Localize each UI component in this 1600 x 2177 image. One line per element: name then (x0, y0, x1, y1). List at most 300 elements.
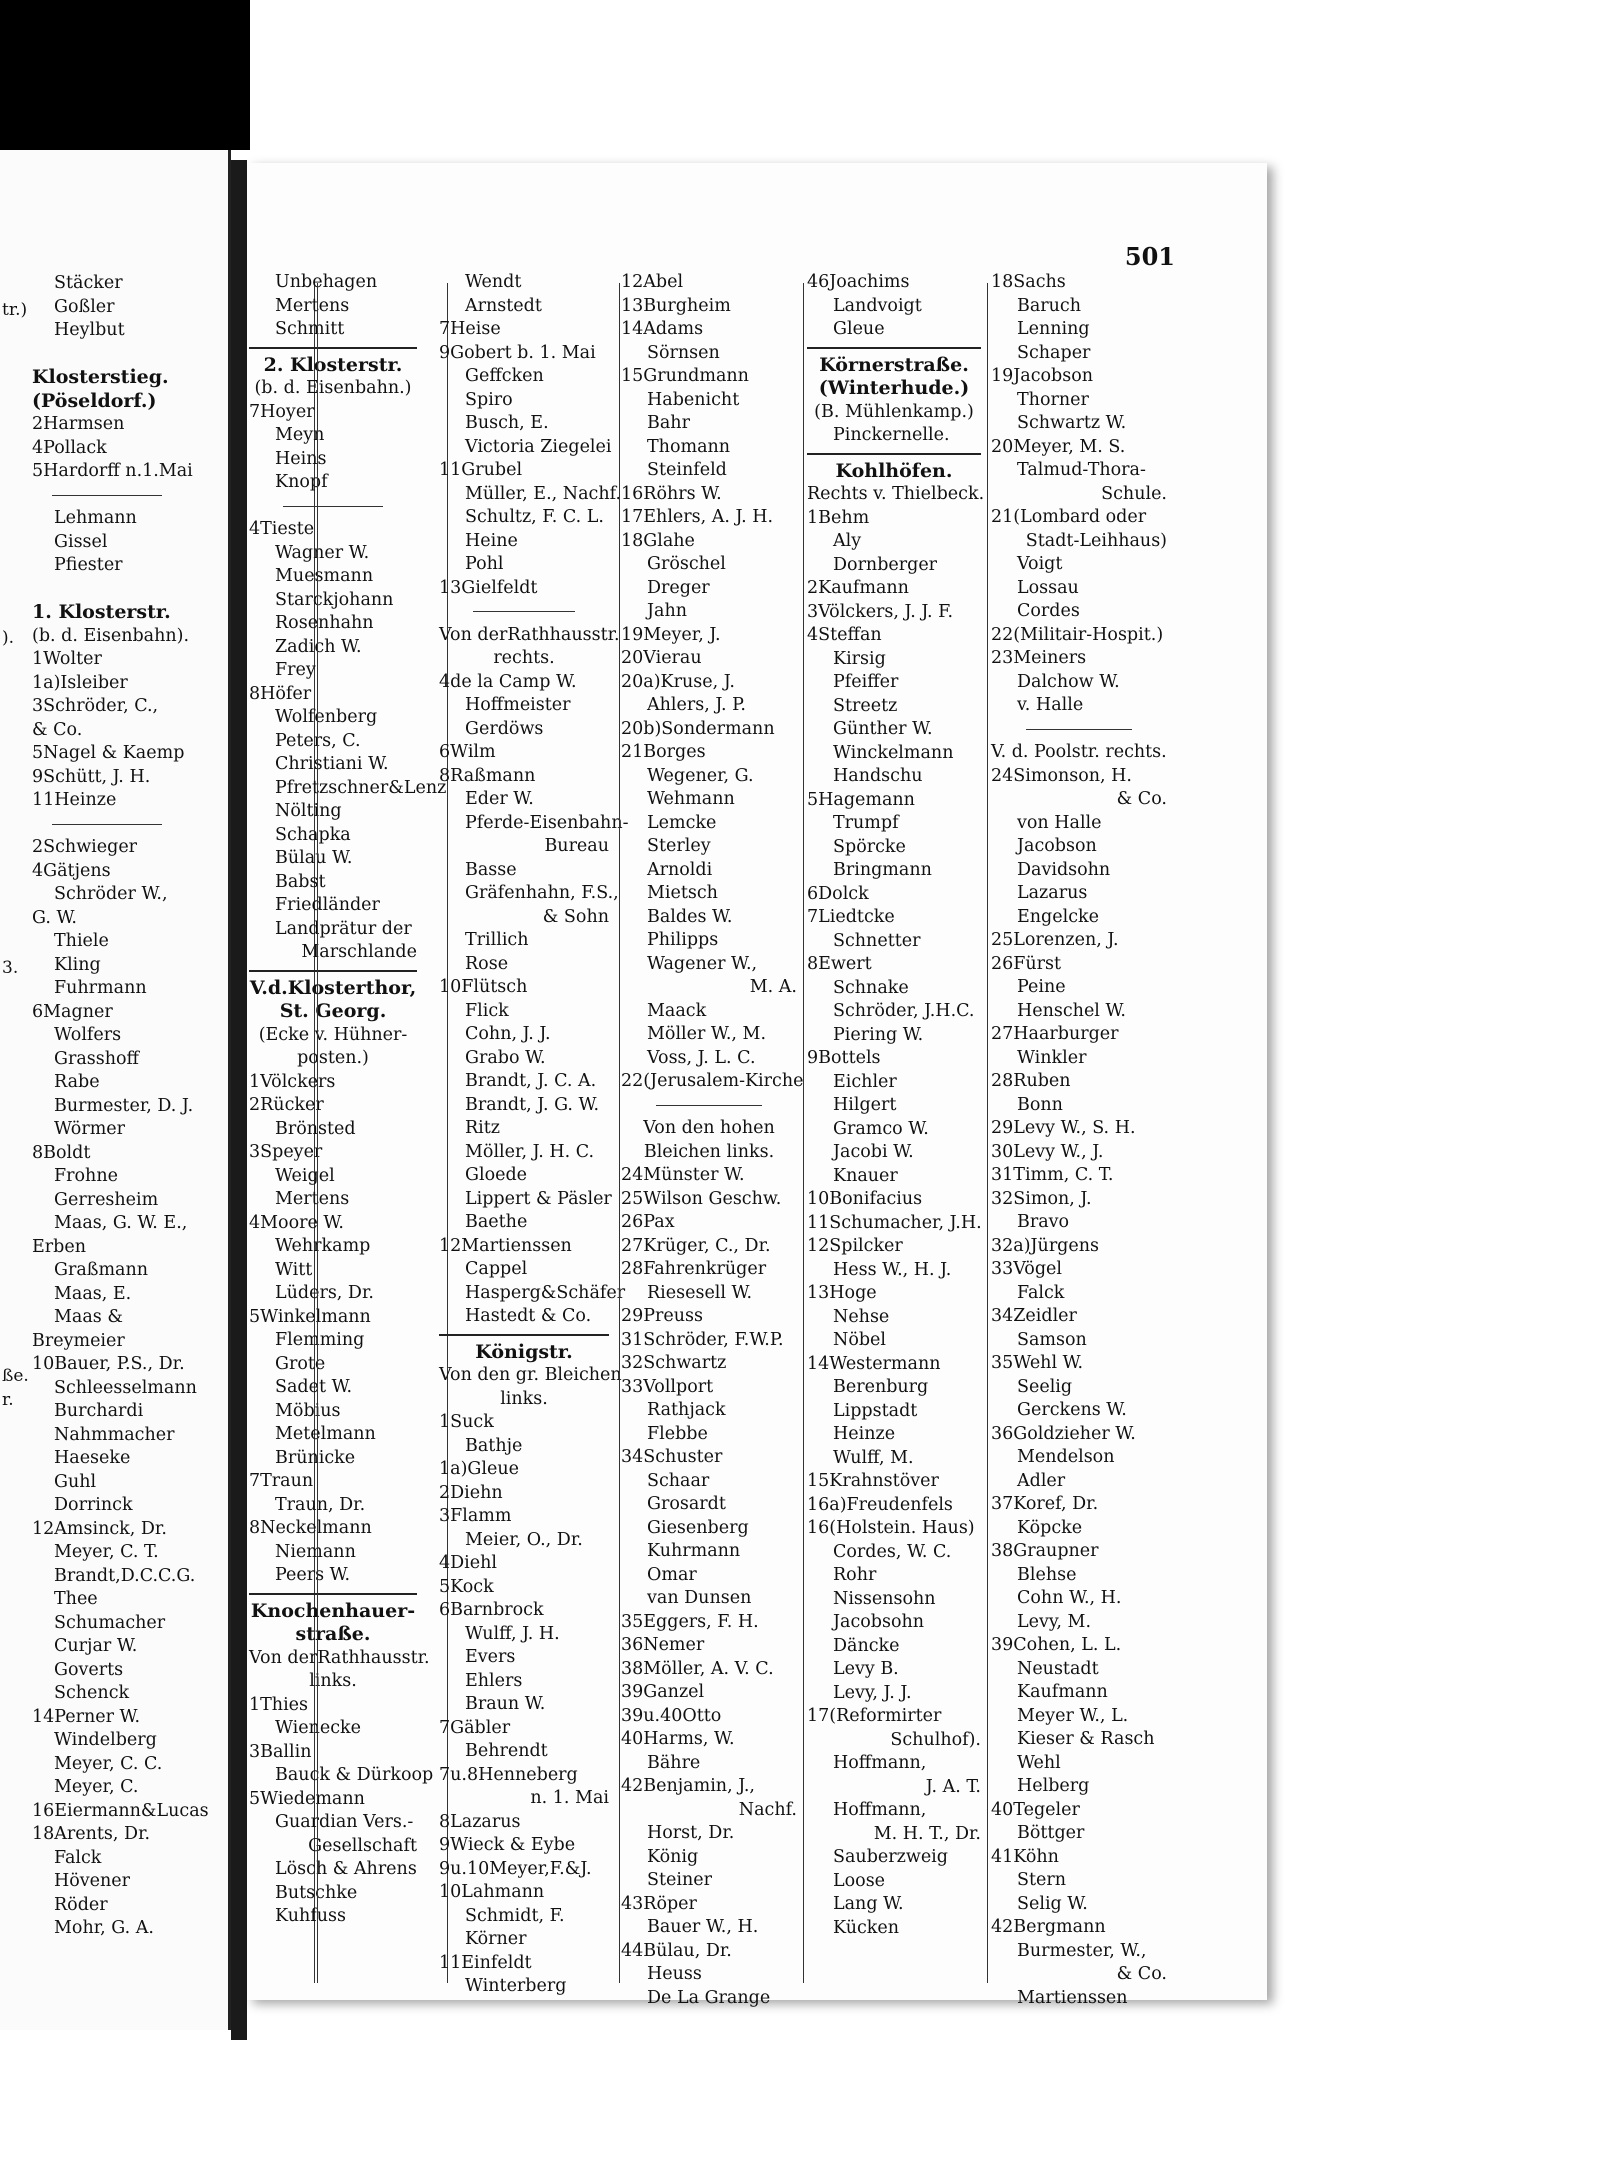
directory-entry: Baruch (1017, 295, 1082, 316)
directory-entry: Hövener (54, 1871, 131, 1891)
directory-entry: Sadet W. (275, 1377, 353, 1397)
directory-entry: 27Krüger, C., Dr. (621, 1235, 771, 1256)
directory-entry: 2Harmsen (32, 414, 125, 434)
directory-entry: Cohn W., H. (1017, 1588, 1122, 1608)
directory-entry: 28Ruben (991, 1071, 1071, 1091)
directory-entry: Maas, G. W. E., (54, 1213, 188, 1233)
street-divider (249, 342, 417, 354)
directory-entry: 16Röhrs W. (621, 483, 722, 504)
directory-entry: 40Tegeler (991, 1799, 1080, 1820)
directory-entry: Schapka (275, 824, 351, 845)
street-heading: Körnerstraße. (819, 353, 969, 376)
directory-entry: Heinze (833, 1424, 896, 1444)
directory-entry: Omar (647, 1564, 697, 1585)
directory-entry: Weigel (275, 1165, 335, 1186)
directory-entry: Günther W. (833, 719, 933, 739)
directory-entry: 12Amsinck, Dr. (32, 1518, 167, 1539)
street-subheading: posten.) (297, 1048, 369, 1068)
directory-entry: Cordes (1017, 601, 1080, 621)
right-page (247, 163, 1267, 2008)
directory-entry: 18Arents, Dr. (32, 1824, 151, 1844)
directory-entry: 14Adams (621, 319, 704, 339)
directory-entry: Wolfers (54, 1025, 122, 1045)
directory-entry: Hasperg&Schäfer (465, 1282, 626, 1303)
directory-entry: Kücken (833, 1917, 899, 1938)
directory-entry: Bravo (1017, 1212, 1070, 1232)
directory-entry: 4Tieste (249, 519, 315, 539)
directory-entry: Gramco W. (833, 1118, 929, 1139)
directory-entry: 8Raßmann (439, 765, 536, 786)
street-divider (32, 343, 209, 367)
page-number: 501 (1124, 242, 1175, 271)
directory-entry: Falck (1017, 1282, 1065, 1303)
directory-entry: Brünicke (275, 1447, 356, 1468)
directory-entry: Gerdöws (465, 718, 544, 739)
directory-entry: Heins (275, 448, 327, 469)
directory-entry: Ahlers, J. P. (647, 695, 746, 715)
directory-entry: Loose (833, 1870, 886, 1891)
street-subheading: links. (500, 1388, 548, 1409)
directory-entry: Basse (465, 859, 517, 880)
directory-entry: Seelig (1017, 1376, 1073, 1397)
directory-entry: Neustadt (1017, 1658, 1099, 1679)
directory-entry: Cappel (465, 1259, 528, 1279)
directory-entry: Schmidt, F. (465, 1905, 565, 1926)
section-divider (991, 718, 1167, 742)
directory-entry: Frey (275, 660, 316, 680)
directory-entry: 5Wiedemann (249, 1788, 365, 1809)
directory-entry: 11Schumacher, J.H. (807, 1212, 982, 1233)
directory-entry: 26Fürst (991, 953, 1062, 974)
directory-entry: Möller, J. H. C. (465, 1141, 595, 1162)
directory-entry: 3Schröder, C., (32, 696, 159, 716)
directory-entry: 12Spilcker (807, 1236, 903, 1256)
column-rule (619, 283, 620, 1983)
directory-entry: 8Höfer (249, 683, 312, 704)
entry-continuation: J. A. T. (925, 1776, 981, 1797)
directory-entry: 14Westermann (807, 1353, 941, 1374)
directory-entry: Dorrinck (54, 1495, 133, 1515)
directory-entry: 6Dolck (807, 883, 869, 904)
directory-entry: Bauer W., H. (647, 1917, 759, 1937)
directory-entry: Stern (1017, 1870, 1067, 1890)
directory-entry: Gleue (833, 319, 885, 339)
directory-entry: Rechts v. Thielbeck. (807, 484, 985, 504)
left-margin-fragment: ße. (2, 1366, 29, 1386)
directory-entry: Horst, Dr. (647, 1823, 735, 1843)
directory-entry: 32a)Jürgens (991, 1235, 1099, 1256)
left-margin-fragment: r. (2, 1390, 14, 1410)
directory-entry: Voss, J. L. C. (647, 1047, 756, 1068)
directory-entry: Flemming (275, 1330, 365, 1350)
directory-entry: Pfiester (54, 555, 123, 575)
directory-entry: 7Traun (249, 1471, 314, 1491)
directory-entry: Schaper (1017, 342, 1091, 363)
directory-entry: 26Pax (621, 1212, 675, 1232)
directory-entry: 1Wolter (32, 649, 102, 669)
directory-entry: 9Schütt, J. H. (32, 766, 151, 787)
directory-entry: 39u.40Otto (621, 1705, 722, 1726)
directory-entry: 3Speyer (249, 1142, 323, 1162)
directory-entry: Wehl (1017, 1752, 1061, 1773)
directory-entry: Nahmmacher (54, 1424, 175, 1445)
directory-entry: Hess W., H. J. (833, 1259, 952, 1280)
directory-entry: Falck (54, 1847, 102, 1868)
directory-entry: Sauberzweig (833, 1847, 948, 1867)
directory-entry: 8Lazarus (439, 1811, 521, 1832)
directory-entry: Möller W., M. (647, 1024, 767, 1044)
directory-entry: Gröschel (647, 554, 726, 574)
directory-entry: Levy, J. J. (833, 1682, 912, 1703)
street-heading: (Winterhude.) (818, 377, 970, 399)
directory-entry: 33Vollport (621, 1376, 714, 1397)
directory-entry: Lemcke (647, 812, 717, 833)
entry-continuation: Gesellschaft (308, 1835, 417, 1856)
street-subheading: (b. d. Eisenbahn.) (254, 378, 412, 398)
entry-continuation: n. 1. Mai (530, 1788, 609, 1808)
directory-entry: 1Völckers (249, 1071, 336, 1092)
directory-entry: Lang W. (833, 1894, 904, 1914)
directory-entry: 5Nagel & Kaemp (32, 743, 185, 763)
directory-entry: Gloede (465, 1165, 528, 1185)
directory-entry: Winkler (1017, 1047, 1087, 1068)
directory-entry: Fuhrmann (54, 978, 147, 998)
street-subheading: rechts. (493, 648, 555, 668)
directory-entry: Knauer (833, 1165, 898, 1186)
directory-entry: Davidsohn (1017, 859, 1111, 880)
left-page-column (32, 272, 209, 1941)
directory-entry: 32Schwartz (621, 1353, 727, 1373)
directory-entry: Aly (833, 531, 862, 551)
directory-entry: Wendt (465, 272, 522, 292)
entry-continuation: & Sohn (542, 906, 609, 927)
directory-entry: Jacobsohn (833, 1612, 925, 1632)
directory-entry: Brandt, J. G. W. (465, 1094, 600, 1115)
directory-entry: Nissensohn (833, 1588, 936, 1609)
directory-entry: Ehlers (465, 1670, 523, 1691)
directory-entry: 11Grubel (439, 460, 523, 480)
directory-entry: Dreger (647, 577, 710, 598)
directory-entry: Von derRathhausstr. (439, 624, 620, 645)
directory-entry: Spiro (465, 389, 513, 410)
directory-entry: 46Joachims (807, 272, 910, 292)
directory-entry: 3Ballin (249, 1741, 312, 1762)
directory-entry: Schröder, J.H.C. (833, 1001, 975, 1021)
directory-entry: Steinfeld (647, 460, 727, 480)
street-subheading: Von derRathhausstr. (249, 1647, 430, 1668)
directory-entry: Schwartz W. (1017, 413, 1127, 433)
directory-entry: 17Ehlers, A. J. H. (621, 507, 774, 527)
directory-entry: 29Levy W., S. H. (991, 1118, 1136, 1138)
directory-entry: Nöbel (833, 1330, 887, 1350)
directory-entry: Streetz (833, 695, 898, 716)
directory-entry: 36Nemer (621, 1635, 705, 1655)
directory-entry: Schnetter (833, 930, 921, 951)
directory-entry: 24Simonson, H. (991, 765, 1132, 786)
directory-entry: Meyer, C. T. (54, 1542, 159, 1562)
section-divider (621, 1094, 797, 1118)
directory-entry: Busch, E. (465, 413, 549, 433)
directory-entry: 6Magner (32, 1001, 113, 1022)
column-1 (249, 271, 447, 1929)
column-rule (987, 283, 988, 1983)
directory-entry: Gerresheim (54, 1189, 159, 1210)
directory-entry: 39Cohen, L. L. (991, 1635, 1122, 1655)
directory-entry: 3Flamm (439, 1506, 512, 1526)
directory-entry: van Dunsen (647, 1588, 752, 1608)
directory-entry: 10Bauer, P.S., Dr. (32, 1354, 185, 1374)
directory-entry: Habenicht (647, 389, 740, 410)
directory-entry: 11Einfeldt (439, 1952, 532, 1973)
directory-entry: Meyer, C. C. (54, 1753, 163, 1774)
directory-entry: 1a)Gleue (439, 1459, 519, 1479)
street-divider (439, 1329, 609, 1341)
directory-entry: Kaufmann (1017, 1682, 1108, 1702)
directory-entry: Wehrkamp (275, 1236, 371, 1256)
directory-entry: 5Hagemann (807, 789, 915, 810)
directory-entry: Frohne (54, 1166, 118, 1186)
directory-entry: 27Haarburger (991, 1024, 1119, 1044)
directory-entry: Behrendt (465, 1741, 548, 1761)
directory-entry: Cordes, W. C. (833, 1541, 952, 1562)
column-4 (807, 271, 985, 1940)
directory-entry: 41Köhn (991, 1846, 1059, 1867)
directory-entry: Meyer W., L. (1017, 1705, 1129, 1726)
directory-entry: Körner (465, 1929, 527, 1949)
directory-entry: Grasshoff (54, 1048, 139, 1069)
section-divider (32, 484, 209, 508)
directory-entry: Schmitt (275, 319, 345, 339)
directory-entry: Handschu (833, 766, 923, 786)
directory-entry: Levy, M. (1017, 1611, 1092, 1632)
directory-entry: Kling (54, 954, 101, 975)
directory-entry: 13Gielfeldt (439, 577, 538, 598)
directory-entry: Voigt (1017, 554, 1063, 574)
directory-entry: Lippert & Päsler (465, 1188, 612, 1209)
directory-entry: Traun, Dr. (275, 1494, 366, 1515)
directory-entry: Pfeiffer (833, 672, 899, 692)
directory-entry: Brönsted (275, 1118, 356, 1139)
directory-entry: Jacobson (1017, 836, 1097, 856)
directory-entry: 31Schröder, F.W.P. (621, 1329, 784, 1350)
directory-entry: 1Suck (439, 1412, 494, 1432)
directory-entry: 1Behm (807, 507, 870, 528)
directory-entry: 1a)Isleiber (32, 672, 128, 693)
directory-entry: (b. d. Eisenbahn). (32, 625, 190, 646)
directory-entry: Witt (275, 1259, 313, 1280)
street-subheading: Von den gr. Bleichen (439, 1365, 622, 1385)
directory-entry: 10Lahmann (439, 1882, 545, 1902)
directory-entry: Lehmann (54, 508, 137, 528)
directory-entry: 10Bonifacius (807, 1189, 923, 1209)
directory-entry: 24Münster W. (621, 1165, 745, 1185)
directory-entry: Däncke (833, 1635, 900, 1656)
directory-entry: Bathje (465, 1435, 523, 1456)
column-rule (317, 283, 318, 1983)
directory-entry: Mietsch (647, 883, 718, 903)
directory-entry: 4Gätjens (32, 860, 111, 881)
directory-entry: Babst (275, 871, 326, 892)
directory-entry: Heuss (647, 1964, 702, 1984)
column-rule (803, 283, 804, 1983)
directory-entry: Knopf (275, 472, 328, 492)
entry-continuation: M. A. (749, 977, 797, 997)
directory-entry: Maas, E. (54, 1283, 132, 1304)
directory-entry: Pferde-Eisenbahn- (465, 812, 629, 833)
directory-entry: Windelberg (54, 1730, 157, 1750)
directory-entry: Gerckens W. (1017, 1400, 1127, 1420)
entry-continuation: & Co. (1116, 789, 1167, 809)
directory-entry: 2Kaufmann (807, 578, 909, 598)
directory-entry: 18Sachs (991, 272, 1066, 292)
directory-entry: Böttger (1017, 1823, 1085, 1843)
directory-entry: Wegener, G. (647, 765, 754, 786)
directory-entry: Schultz, F. C. L. (465, 507, 604, 527)
directory-entry: 23Meiners (991, 648, 1087, 668)
directory-entry: Riesesell W. (647, 1282, 753, 1303)
directory-entry: Lippstadt (833, 1400, 918, 1421)
column-5 (991, 271, 1167, 2010)
directory-entry: 20Vierau (621, 648, 702, 668)
directory-entry: Gräfenhahn, F.S., (465, 883, 619, 903)
directory-entry: Wolfenberg (275, 707, 378, 727)
street-heading: 1. Klosterstr. (32, 601, 171, 623)
directory-entry: Curjar W. (54, 1636, 138, 1656)
directory-entry: 2Rücker (249, 1095, 324, 1115)
directory-entry: G. W. (32, 907, 77, 928)
directory-entry: V. d. Poolstr. rechts. (991, 742, 1167, 762)
directory-entry: 4Diehl (439, 1553, 497, 1573)
entry-continuation: Bureau (544, 836, 609, 856)
directory-entry: Maack (647, 1000, 707, 1021)
directory-entry: 30Levy W., J. (991, 1141, 1104, 1162)
directory-entry: 35Eggers, F. H. (621, 1611, 759, 1632)
entry-continuation: Nachf. (738, 1799, 797, 1820)
directory-entry: Burmester, D. J. (54, 1095, 194, 1116)
directory-entry: Mertens (275, 1189, 350, 1209)
directory-entry: Schumacher (54, 1612, 166, 1633)
directory-entry: Bauck & Dürkoop (275, 1765, 434, 1785)
street-divider (807, 342, 981, 354)
directory-entry: von Halle (1017, 812, 1102, 833)
entry-continuation: Schule. (1101, 483, 1167, 504)
street-heading: Klosterstieg. (32, 366, 169, 388)
directory-entry: Hoffmeister (465, 695, 571, 715)
directory-entry: Schenck (54, 1683, 130, 1703)
directory-entry: Victoria Ziegelei (465, 436, 612, 457)
directory-entry: Wörmer (54, 1119, 126, 1139)
directory-entry: Winckelmann (833, 742, 954, 763)
directory-entry: Meier, O., Dr. (465, 1529, 583, 1550)
directory-entry: 4Moore W. (249, 1212, 344, 1233)
directory-entry: 5Winkelmann (249, 1306, 371, 1327)
directory-entry: 40Harms, W. (621, 1729, 735, 1749)
directory-entry: 17(Reformirter (807, 1706, 942, 1726)
directory-entry: Piering W. (833, 1024, 924, 1045)
scan-background (0, 0, 250, 150)
directory-entry: 34Zeidler (991, 1306, 1077, 1326)
directory-entry: Peine (1017, 977, 1066, 997)
directory-entry: 19Meyer, J. (621, 624, 721, 645)
directory-entry: Spörcke (833, 836, 906, 857)
street-heading: (Pöseldorf.) (32, 389, 157, 412)
directory-entry: Adler (1017, 1470, 1066, 1491)
directory-entry: König (647, 1846, 699, 1867)
column-3 (621, 271, 804, 2010)
directory-entry: Mendelson (1017, 1447, 1115, 1467)
section-divider (249, 495, 417, 519)
directory-entry: 32Simon, J. (991, 1188, 1092, 1209)
directory-entry: Cohn, J. J. (465, 1024, 551, 1044)
directory-entry: 2Schwieger (32, 837, 138, 857)
directory-entry: Evers (465, 1647, 516, 1667)
directory-entry: 29Preuss (621, 1306, 703, 1326)
directory-entry: Mertens (275, 295, 350, 316)
directory-entry: 20Meyer, M. S. (991, 436, 1126, 457)
directory-entry: Hilgert (833, 1095, 897, 1115)
street-divider (807, 448, 981, 460)
directory-entry: Schaar (647, 1470, 710, 1491)
directory-entry: 35Wehl W. (991, 1353, 1084, 1373)
directory-entry: 9Gobert b. 1. Mai (439, 342, 596, 363)
directory-entry: Rathjack (647, 1400, 726, 1420)
directory-entry: Bringmann (833, 860, 932, 880)
directory-entry: Levy B. (833, 1659, 899, 1679)
directory-entry: Grosardt (647, 1494, 726, 1514)
directory-entry: Thorner (1017, 389, 1089, 410)
directory-entry: Guardian Vers.- (275, 1812, 414, 1832)
street-divider (32, 578, 209, 602)
directory-entry: Stäcker (54, 273, 123, 293)
directory-entry: Köpcke (1017, 1517, 1083, 1538)
directory-entry: Muesmann (275, 566, 374, 586)
street-subheading: links. (309, 1671, 357, 1691)
section-divider (32, 813, 209, 837)
directory-entry: Thiele (54, 931, 109, 951)
directory-entry: Grote (275, 1353, 326, 1374)
directory-entry: 7Heise (439, 319, 501, 339)
page-gutter (231, 160, 247, 2040)
directory-entry: 31Timm, C. T. (991, 1165, 1114, 1185)
directory-entry: 1Thies (249, 1694, 309, 1715)
directory-entry: Giesenberg (647, 1517, 749, 1538)
directory-entry: Wulff, J. H. (465, 1623, 560, 1644)
directory-entry: Dornberger (833, 554, 938, 575)
directory-entry: 25Lorenzen, J. (991, 930, 1119, 950)
directory-entry: 11Heinze (32, 790, 117, 810)
directory-entry: Lazarus (1017, 883, 1088, 903)
street-heading: Königstr. (475, 1340, 573, 1363)
directory-entry: Butschke (275, 1882, 358, 1903)
directory-entry: Geffcken (465, 366, 544, 386)
directory-entry: Burchardi (54, 1401, 144, 1421)
directory-entry: Möbius (275, 1400, 341, 1421)
directory-entry: Heine (465, 530, 518, 551)
directory-entry: 5Kock (439, 1576, 494, 1597)
directory-entry: 43Röper (621, 1893, 697, 1914)
entry-continuation: Schulhof). (890, 1729, 981, 1750)
directory-entry: Schleesselmann (54, 1377, 197, 1398)
directory-entry: 2Diehn (439, 1482, 503, 1503)
directory-entry: Sterley (647, 836, 711, 856)
directory-entry: 6Wilm (439, 742, 496, 762)
directory-entry: Kuhfuss (275, 1906, 346, 1926)
directory-entry: 16Eiermann&Lucas (32, 1800, 209, 1821)
directory-entry: 25Wilson Geschw. (621, 1188, 782, 1209)
directory-entry: Selig W. (1017, 1893, 1088, 1914)
entry-continuation: & Co. (1116, 1964, 1167, 1984)
directory-entry: Maas & (54, 1307, 123, 1327)
